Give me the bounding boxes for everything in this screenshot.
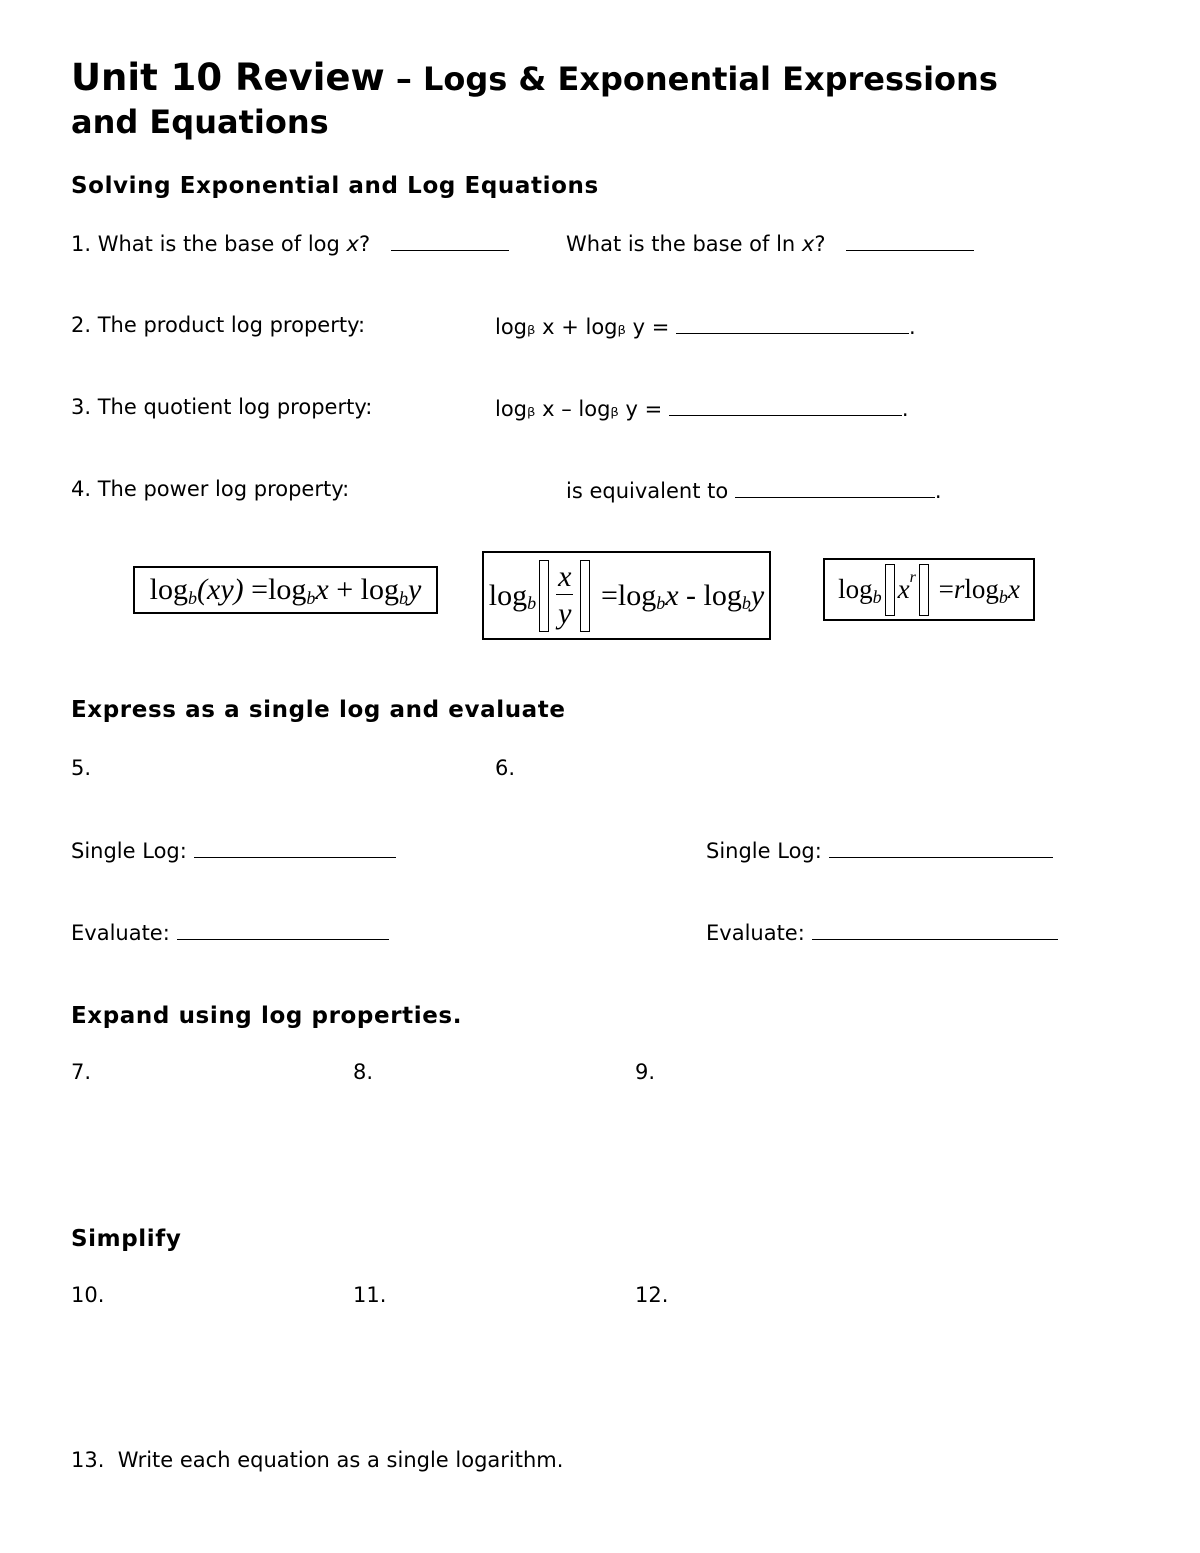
log-expression: logᵦ x – logᵦ y = [495,397,663,421]
base-subscript: b [998,587,1008,607]
evaluate-row-6 [706,919,1058,945]
answer-blank-evaluate-6[interactable] [812,919,1058,940]
variable-x: x [1007,574,1020,604]
question-7: 7. [71,1060,92,1084]
single-log-label: Single Log: [706,839,822,863]
variable-y: y [408,573,422,606]
exponent-r: r [909,568,916,586]
base-subscript: b [188,587,198,608]
evaluate-label: Evaluate: [706,921,805,945]
question-8: 8. [353,1060,374,1084]
minus-sign: - [686,578,697,612]
equals-sign: = [600,578,618,612]
answer-blank-power[interactable] [735,477,935,498]
question-10: 10. [71,1283,105,1307]
evaluate-label: Evaluate: [71,921,170,945]
section-heading-solving: Solving Exponential and Log Equations [71,173,599,199]
title-subtitle: – Logs & Exponential Expressions [384,60,998,98]
question-number: 1. [71,232,92,256]
log-text: log [360,573,399,606]
answer-blank-quotient[interactable] [669,395,902,416]
variable-x: x [665,578,679,612]
question-text: The quotient log property: [97,395,373,419]
question-11: 11. [353,1283,387,1307]
question-mark: ? [814,232,826,256]
period: . [934,479,942,503]
variable-x: x [801,232,815,256]
variable-x: x [897,574,910,604]
answer-blank-evaluate-5[interactable] [177,919,389,940]
question-3 [71,395,372,419]
question-4-expression [566,477,942,503]
title-main: Unit 10 Review [71,56,385,99]
period: . [909,315,916,339]
base-subscript: b [306,587,316,608]
question-3-expression [495,395,909,421]
plus-sign: + [336,573,354,606]
question-2 [71,313,365,337]
section-heading-simplify: Simplify [71,1226,182,1252]
coefficient-r: r [953,574,965,604]
variable-x: x [315,573,329,606]
log-text: log [268,573,307,606]
evaluate-row-5 [71,919,389,945]
log-text: log [838,574,873,604]
answer-blank-log-base[interactable] [391,230,509,251]
base-subscript: b [872,587,882,607]
answer-blank-single-log-5[interactable] [194,837,396,858]
question-mark: ? [358,232,371,256]
log-expression: logᵦ x + logᵦ y = [495,315,670,339]
section-heading-expand: Expand using log properties. [71,1003,463,1029]
question-text: What is the base of ln [566,232,802,256]
base-subscript: b [656,593,666,613]
page-title [71,56,998,99]
variable-y: y [750,578,765,612]
equals-sign: = [938,574,954,604]
formula-power-rule [823,558,1035,621]
left-bracket [885,564,895,616]
question-number: 4. [71,477,92,501]
log-text: log [149,573,189,606]
answer-blank-product[interactable] [676,313,909,334]
question-1 [71,230,509,256]
base-subscript: b [527,593,537,613]
log-text: log [488,578,528,612]
base-subscript: b [741,593,751,613]
equals-sign: = [251,573,269,606]
single-log-row-6 [706,837,1053,863]
question-13 [71,1448,563,1472]
left-bracket [539,560,549,632]
base-subscript: b [399,587,408,608]
page-title-line2: and Equations [71,103,329,141]
question-12: 12. [635,1283,669,1307]
log-text: log [617,578,657,612]
question-5: 5. [71,756,92,780]
question-number: 13. [71,1448,105,1472]
question-text: The power log property: [97,477,350,501]
log-text: log [964,574,999,604]
numerator: x [558,560,572,593]
variable-x: x [346,232,359,256]
question-number: 2. [71,313,92,337]
answer-blank-single-log-6[interactable] [829,837,1053,858]
fraction [556,562,573,629]
single-log-label: Single Log: [71,839,187,863]
question-text: What is the base of log [97,232,347,256]
section-heading-single-log: Express as a single log and evaluate [71,697,566,723]
single-log-row-5 [71,837,396,863]
right-bracket [919,564,929,616]
answer-blank-ln-base[interactable] [846,230,974,251]
question-9: 9. [635,1060,656,1084]
period: . [901,397,909,421]
question-text: The product log property: [97,313,366,337]
formula-product-rule [133,566,438,614]
log-text: log [703,578,742,612]
denominator: y [558,597,572,630]
question-6: 6. [495,756,516,780]
formula-quotient-rule [482,551,771,640]
question-text: is equivalent to [566,479,729,503]
right-bracket [580,560,590,632]
question-number: 3. [71,395,92,419]
question-4 [71,477,349,501]
question-1b [566,230,974,256]
question-text: Write each equation as a single logarithm. [117,1448,564,1472]
question-2-expression [495,313,916,339]
argument: (xy) [197,573,244,606]
